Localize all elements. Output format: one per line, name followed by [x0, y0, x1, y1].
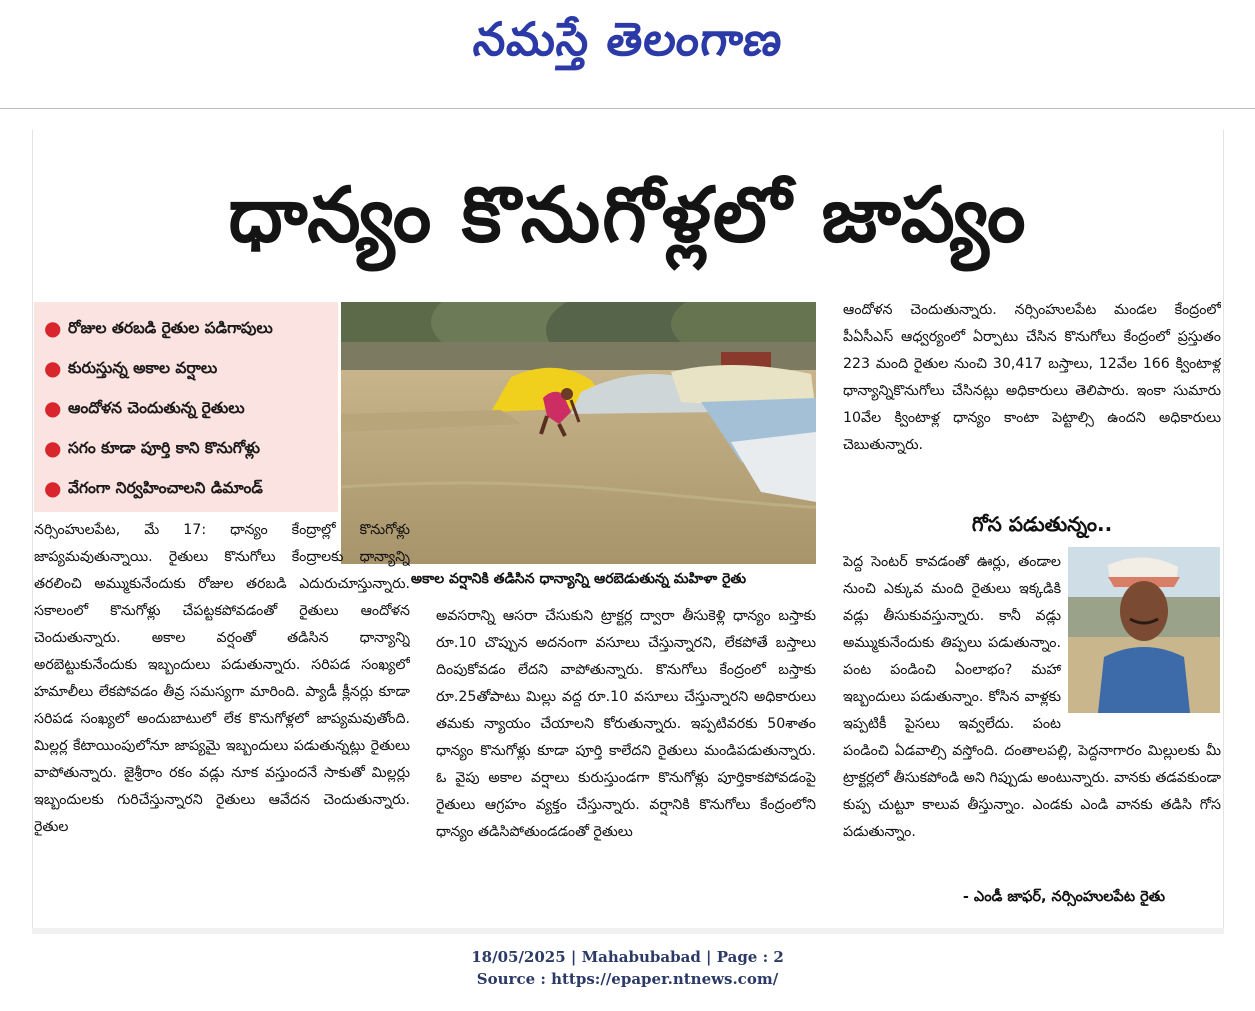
photo-caption: అకాల వర్షానికి తడిసిన ధాన్యాన్ని ఆరబెడుతున్న మహిళా రైతు [410, 571, 747, 587]
highlight-item: ● రోజుల తరబడి రైతుల పడిగాపులు [34, 308, 338, 348]
body-text: నర్సింహులపేట, మే 17: ధాన్యం కేంద్రాల్లో కొనుగోళ్లు జాప్యమవుతున్నాయి. రైతులు కొనుగోలు కేంద్రాలకు ధాన్యాన్ని తరలించి అమ్ముకునేందుకు రోజుల తరబడి ఎదురుచూస్తున్నారు. సకాలంలో కొనుగోళ్లు చేపట్టకపోవడంతో రైతులు ఆందోళన చెందుతున్నారు. అకాల వర్షంతో తడిసిన ధాన్యాన్ని అరబెట్టుకునేందుకు ఇబ్బందులు పడుతున్నారు. సరిపడ సంఖ్యలో హమాలీలు లేకపోవడం తీవ్ర సమస్యగా మారింది. ప్యాడీ క్లీనర్లు కూడా సరిపడ సంఖ్యలో అందుబాటులో లేక కొనుగోళ్లలో జాప్యమవుతోంది. మిల్లర్ల కేటాయింపులోనూ జాప్యమై ఇబ్బందులు పడుతున్నట్లు రైతులు వాపోతున్నారు. జైశ్రీరాం రకం వడ్లు నూక వస్తుందనే సాకుతో మిల్లర్లు ఇబ్బందులకు గురిచేస్తున్నారని రైతులు ఆవేదన చెందుతున్నారు. రైతుల [34, 522, 410, 835]
footer-divider [32, 928, 1224, 934]
footer-source-link[interactable]: Source : https://epaper.ntnews.com/ [476, 970, 779, 988]
highlight-item: ● ఆందోళన చెందుతున్న రైతులు [34, 388, 338, 428]
highlight-item: ● వేగంగా నిర్వహించాలని డిమాండ్ [34, 468, 338, 508]
footer-date-edition: 18/05/2025 | Mahabubabad | Page : 2 [471, 948, 784, 966]
masthead [0, 0, 1255, 108]
quote-attribution: - ఎండీ జాఫర్, నర్సింహులపేట రైతు [962, 889, 1165, 905]
page-frame-left [32, 130, 33, 930]
highlights-box [34, 302, 338, 512]
highlight-item: ● సగం కూడా పూర్తి కాని కొనుగోళ్లు [34, 428, 338, 468]
article-column-1 [34, 517, 410, 909]
article-headline: ధాన్యం కొనుగోళ్లలో జాప్యం [228, 170, 1028, 259]
body-text: అవసరాన్ని ఆసరా చేసుకుని ట్రాక్టర్ల ద్వారా తీసుకెళ్లి ధాన్యం బస్తాకు రూ.10 చొప్పున అదనంగా వసూలు చేస్తున్నారని, లేకపోతే బస్తాలు దింపుకోవడం లేదని వాపోతున్నారు. కొనుగోలు కేంద్రంలో బస్తాకు రూ.25తోపాటు మిల్లు వద్ద రూ.10 వసూలు చేస్తున్నారని అధికారులు తమకు న్యాయం చేయాలని కోరుతున్నారు. ఇప్పటివరకు 50శాతం ధాన్యం కొనుగోళ్లు కూడా పూర్తి కాలేదని రైతులు మండిపడుతున్నారు. ఓ వైపు అకాల వర్షాలు కురుస్తుండగా కొనుగోళ్లు పూర్తికాకపోవడంపై రైతులు ఆగ్రహం వ్యక్తం చేస్తున్నారు. వర్షానికి కొనుగోలు కేంద్రంలోని ధాన్యం తడిసిపోతుండడంతో రైతులు [436, 608, 816, 840]
paddy-drying-photo [341, 302, 816, 564]
sidebar-subhead: గోస పడుతున్నం.. [971, 512, 1113, 536]
bullet-icon: ● [44, 356, 62, 380]
farmer-portrait-photo [1068, 547, 1220, 713]
bullet-icon: ● [44, 396, 62, 420]
article-column-2 [436, 603, 816, 909]
page-footer [0, 946, 1255, 990]
highlight-item: ● కురుస్తున్న అకాల వర్షాలు [34, 348, 338, 388]
body-text: పెద్ద సెంటర్ కావడంతో ఊర్లు, తండాల నుంచి ఎక్కువ మంది రైతులు ఇక్కడికి వడ్లు తీసుకువస్తున్నారు. కానీ వడ్లు అమ్ముకునేందుకు తిప్పలు పడుతున్నాం. పంట పండించి ఏంలాభం? మహా ఇబ్బందులు పడుతున్నాం. కోసిన వాళ్లకు ఇప్పటికీ పైసలు ఇవ్వలేదు. పంట పండించి ఏడవాల్సి వస్తోంది. దంతాలపల్లి, పెద్దనాగారం మిల్లులకు మీ ట్రాక్టర్లలో తీసుకపోండి అని గిప్పుడు అంటున్నారు. వానకు తడవకుండా కుప్ప చుట్టూ కాలువ తీస్తున్నాం. ఎండకు ఎండి వానకు తడిసి గోస పడుతున్నాం. [843, 554, 1221, 840]
article-column-3 [843, 297, 1221, 497]
newspaper-logo: నమస్తే తెలంగాణ [470, 12, 786, 66]
page-frame-right [1223, 130, 1224, 930]
bullet-icon: ● [44, 436, 62, 460]
bullet-icon: ● [44, 316, 62, 340]
body-text: ఆందోళన చెందుతున్నారు. నర్సింహులపేట మండల కేంద్రంలో పీఏసీఎస్ ఆధ్వర్యంలో ఏర్పాటు చేసిన కొనుగోలు కేంద్రంలో ప్రస్తుతం 223 మంది రైతుల నుంచి 30,417 బస్తాలు, 12వేల 166 క్వింటాళ్ల ధాన్యాన్నికొనుగోలు చేసినట్లు అధికారులు తెలిపారు. ఇంకా సుమారు 10వేల క్వింటాళ్ల ధాన్యం కాంటా పెట్టాల్సి ఉందని అధికారులు చెబుతున్నారు. [843, 302, 1221, 453]
masthead-divider [0, 108, 1255, 109]
bullet-icon: ● [44, 476, 62, 500]
